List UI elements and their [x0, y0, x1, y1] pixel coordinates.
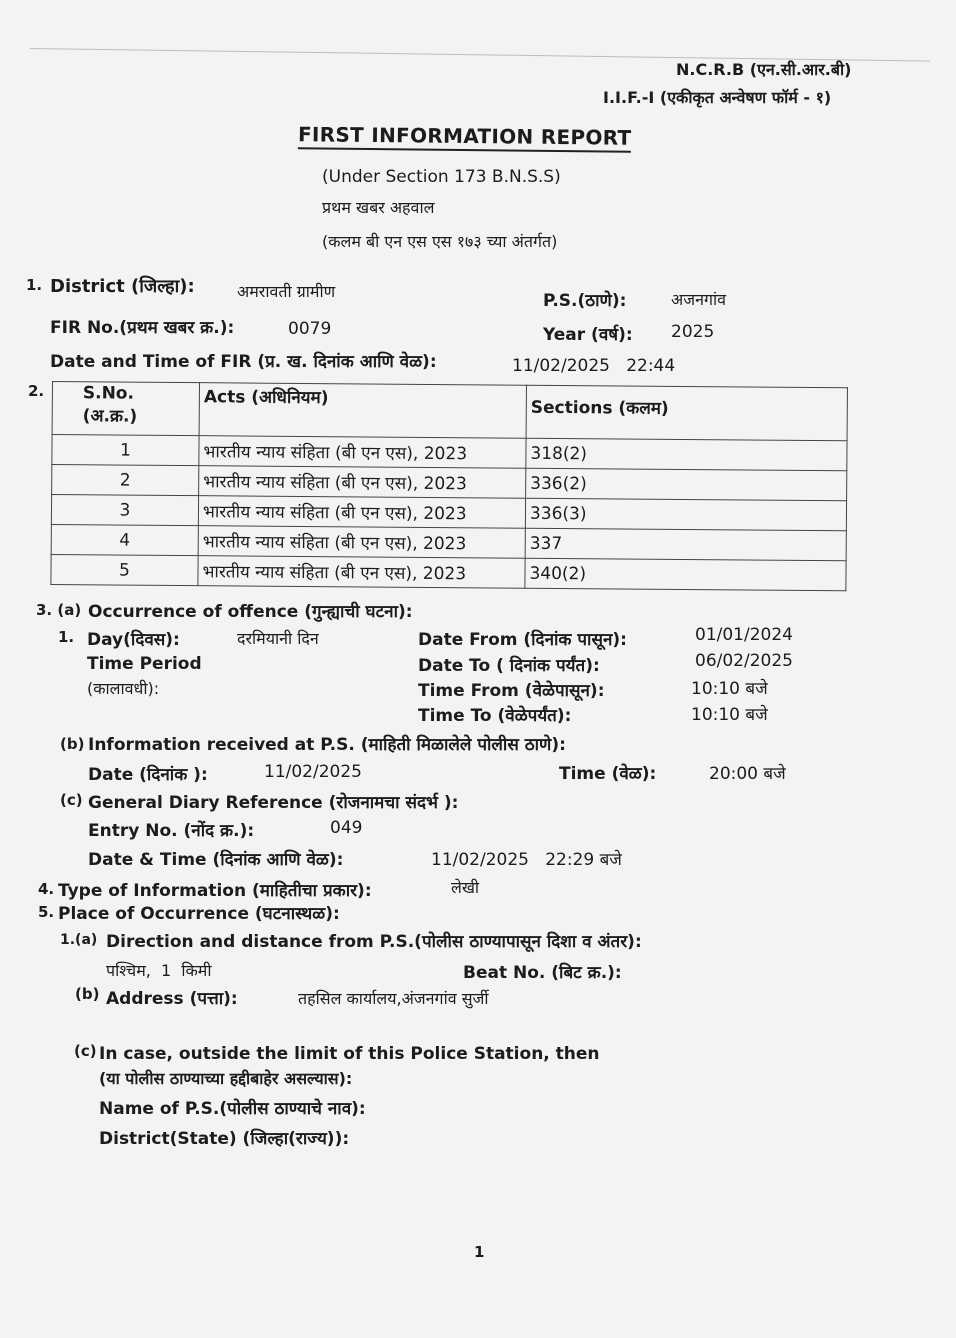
fir-datetime-value: 11/02/2025 22:44	[512, 356, 676, 376]
section-5b-number: (b)	[75, 985, 100, 1003]
section-3a-number: 3. (a)	[36, 601, 82, 619]
sections-header-text: Sections (कलम)	[530, 397, 669, 419]
section-3c-number: (c)	[60, 791, 83, 809]
row-section: 337	[525, 528, 846, 561]
sno-header-en: S.No.	[82, 383, 135, 404]
marathi-title: प्रथम खबर अहवाल	[322, 198, 435, 217]
ncrb-header: N.C.R.B (एन.सी.आर.बी)	[676, 60, 852, 79]
beat-no-label: Beat No. (बिट क्र.):	[463, 963, 622, 983]
gd-datetime-value: 11/02/2025 22:29 बजे	[431, 850, 622, 870]
sno-header-mr: (अ.क्र.)	[82, 406, 138, 427]
fir-no-label: FIR No.(प्रथम खबर क्र.):	[50, 318, 235, 338]
occurrence-label: Occurrence of offence (गुन्ह्याची घटना):	[88, 602, 413, 622]
row-section: 340(2)	[525, 558, 846, 591]
year-value: 2025	[671, 322, 715, 342]
row-act: भारतीय न्याय संहिता (बी एन एस), 2023	[199, 466, 526, 499]
info-date-value: 11/02/2025	[264, 762, 362, 782]
day-value: दरमियानी दिन	[237, 629, 319, 648]
district-state-label: District(State) (जिल्हा(राज्य)):	[99, 1129, 350, 1149]
marathi-section: (कलम बी एन एस एस १७३ च्या अंतर्गत)	[322, 232, 558, 251]
table-row	[51, 554, 846, 590]
acts-table-header	[52, 382, 847, 441]
row-act: भारतीय न्याय संहिता (बी एन एस), 2023	[198, 556, 525, 589]
date-from-value: 01/01/2024	[695, 625, 793, 645]
section-4-number: 4.	[38, 880, 55, 898]
address-value: तहसिल कार्यालय,अंजनगांव सुर्जी	[298, 989, 489, 1008]
acts-table	[50, 381, 848, 591]
time-to-label: Time To (वेळेपर्यंत):	[418, 706, 572, 726]
subsection-1-number: 1.	[58, 628, 75, 646]
row-sno: 3	[51, 495, 198, 526]
section-5-1a-number: 1.(a)	[60, 932, 98, 948]
row-act: भारतीय न्याय संहिता (बी एन एस), 2023	[199, 436, 526, 469]
gd-reference-label: General Diary Reference (रोजनामचा संदर्भ ):	[88, 793, 459, 813]
section-3b-number: (b)	[60, 735, 85, 753]
report-title: FIRST INFORMATION REPORT	[298, 122, 632, 152]
ps-name-label: Name of P.S.(पोलीस ठाण्याचे नाव):	[99, 1099, 366, 1119]
outside-limit-mr: (या पोलीस ठाण्याच्या हद्दीबाहेर असल्यास):	[99, 1069, 353, 1088]
section-2-number: 2.	[28, 382, 45, 400]
time-from-label: Time From (वेळेपासून):	[418, 681, 605, 701]
direction-label: Direction and distance from P.S.(पोलीस ठाण्यापासून दिशा व अंतर):	[106, 932, 642, 952]
info-time-value: 20:00 बजे	[709, 764, 786, 784]
sno-header	[52, 382, 199, 436]
entry-no-value: 049	[330, 818, 363, 838]
date-to-label: Date To ( दिनांक पर्यंत):	[418, 656, 600, 676]
under-section: (Under Section 173 B.N.S.S)	[322, 167, 561, 187]
section-5-number: 5.	[38, 903, 55, 921]
direction-value: पश्चिम, 1 किमी	[106, 961, 212, 980]
row-section: 336(3)	[525, 498, 846, 531]
info-received-label: Information received at P.S. (माहिती मिळालेले पोलीस ठाणे):	[88, 735, 566, 755]
fir-no-value: 0079	[288, 319, 332, 339]
info-type-label: Type of Information (माहितीचा प्रकार):	[58, 881, 372, 901]
info-date-label: Date (दिनांक ):	[88, 765, 208, 785]
sections-header	[526, 385, 847, 441]
time-period-mr: (कालावधी):	[87, 679, 160, 698]
time-to-value: 10:10 बजे	[691, 705, 768, 725]
row-sno: 4	[51, 524, 198, 555]
address-label: Address (पत्ता):	[106, 989, 238, 1009]
place-label: Place of Occurrence (घटनास्थळ):	[58, 904, 340, 924]
fir-datetime-label: Date and Time of FIR (प्र. ख. दिनांक आणि वेळ):	[50, 352, 437, 372]
outside-limit-label: In case, outside the limit of this Police Station, then	[99, 1044, 600, 1064]
row-section: 318(2)	[526, 438, 847, 471]
district-label: District (जिल्हा):	[50, 276, 195, 297]
row-act: भारतीय न्याय संहिता (बी एन एस), 2023	[198, 526, 525, 559]
gd-datetime-label: Date & Time (दिनांक आणि वेळ):	[88, 850, 344, 870]
row-sno: 2	[52, 465, 199, 496]
entry-no-label: Entry No. (नोंद क्र.):	[88, 821, 255, 841]
ps-label: P.S.(ठाणे):	[543, 291, 627, 311]
row-act: भारतीय न्याय संहिता (बी एन एस), 2023	[198, 496, 525, 529]
year-label: Year (वर्ष):	[543, 325, 633, 345]
ps-value: अजनगांव	[671, 290, 727, 309]
day-label: Day(दिवस):	[87, 630, 180, 650]
section-1-number: 1.	[26, 276, 43, 294]
time-from-value: 10:10 बजे	[691, 679, 768, 699]
time-period-label: Time Period	[87, 654, 202, 674]
acts-header: Acts (अधिनियम)	[199, 383, 526, 439]
row-sno: 1	[52, 435, 199, 466]
row-section: 336(2)	[526, 468, 847, 501]
district-value: अमरावती ग्रामीण	[237, 282, 336, 301]
row-sno: 5	[51, 554, 198, 585]
page-number: 1	[474, 1243, 485, 1261]
date-from-label: Date From (दिनांक पासून):	[418, 630, 627, 650]
section-5c-number: (c)	[74, 1042, 97, 1060]
iif-header: I.I.F.-I (एकीकृत अन्वेषण फॉर्म - १)	[603, 88, 832, 107]
date-to-value: 06/02/2025	[695, 651, 793, 671]
info-type-value: लेखी	[451, 878, 480, 897]
info-time-label: Time (वेळ):	[559, 764, 657, 784]
